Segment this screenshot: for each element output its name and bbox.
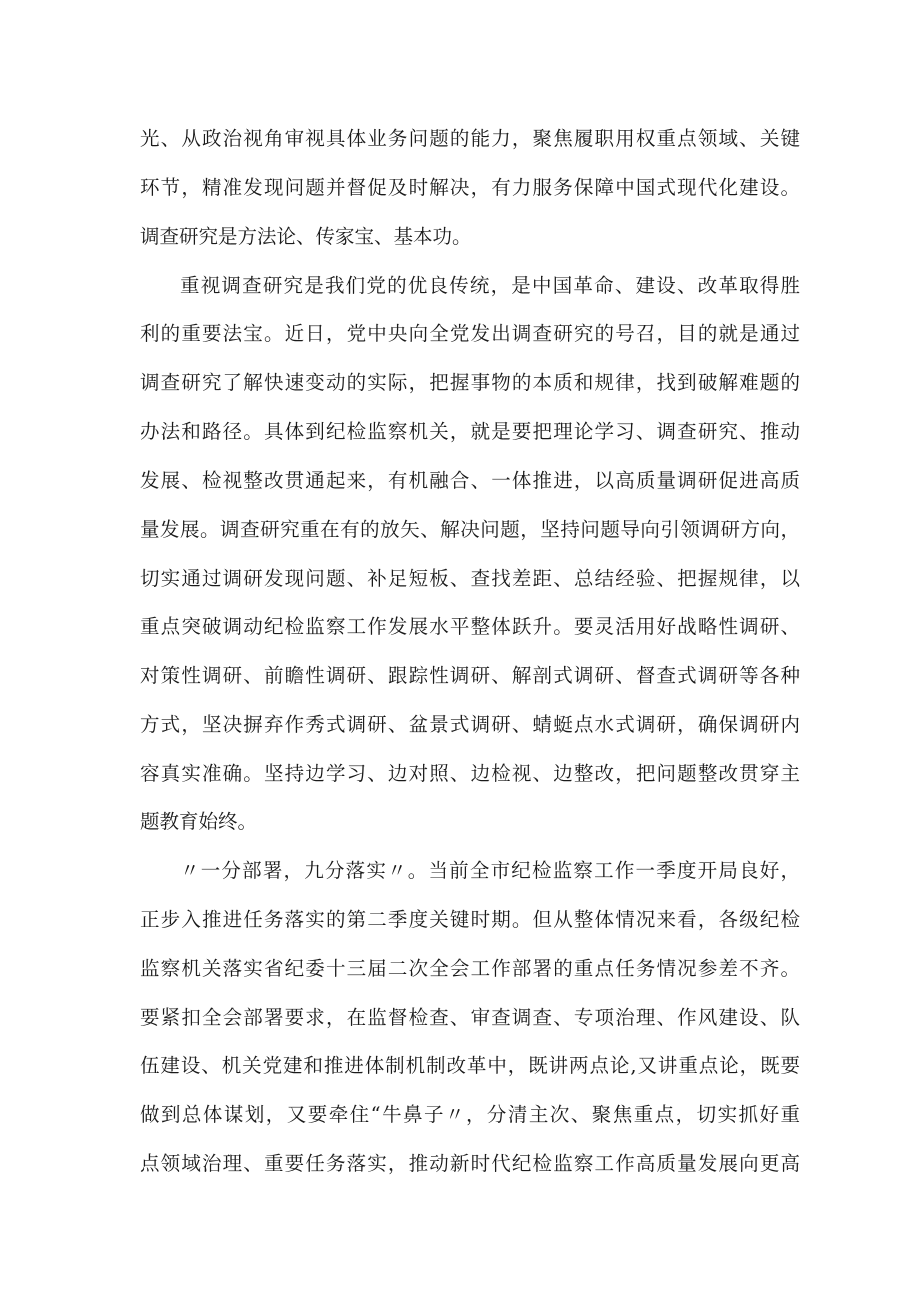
paragraph-line: 〃一分部署，九分落实〃。当前全市纪检监察工作一季度开局良好， <box>180 859 800 882</box>
paragraph-line: 正步入推进任务落实的第二季度关键时期。但从整体情况来看，各级纪检 <box>140 908 800 931</box>
paragraph-line: 发展、检视整改贯通起来，有机融合、一体推进，以高质量调研促进高质 <box>140 469 800 492</box>
paragraph-line: 对策性调研、前瞻性调研、跟踪性调研、解剖式调研、督查式调研等各种 <box>140 664 800 687</box>
paragraph-line: 光、从政治视角审视具体业务问题的能力，聚焦履职用权重点领域、关键 <box>140 127 800 150</box>
paragraph-line: 题教育始终。 <box>140 810 258 833</box>
paragraph-line: 要紧扣全会部署要求，在监督检查、审查调查、专项治理、作风建设、队 <box>140 1006 800 1029</box>
paragraph-line: 重视调查研究是我们党的优良传统，是中国革命、建设、改革取得胜 <box>180 274 800 297</box>
paragraph-line: 切实通过调研发现问题、补足短板、查找差距、总结经验、把握规律，以 <box>140 567 800 590</box>
paragraph-line: 监察机关落实省纪委十三届二次全会工作部署的重点任务情况参差不齐。 <box>140 957 800 980</box>
paragraph-line: 容真实准确。坚持边学习、边对照、边检视、边整改，把问题整改贯穿主 <box>140 762 800 785</box>
paragraph-line: 量发展。调查研究重在有的放矢、解决问题，坚持问题导向引领调研方向， <box>140 518 800 541</box>
paragraph-line: 重点突破调动纪检监察工作发展水平整体跃升。要灵活用好战略性调研、 <box>140 615 800 638</box>
paragraph-line: 伍建设、机关党建和推进体制机制改革中，既讲两点论,又讲重点论，既要 <box>140 1054 800 1077</box>
paragraph-line: 点领域治理、重要任务落实，推动新时代纪检监察工作高质量发展向更高 <box>140 1152 800 1175</box>
paragraph-line: 环节，精准发现问题并督促及时解决，有力服务保障中国式现代化建设。 <box>140 176 800 199</box>
paragraph-line: 办法和路径。具体到纪检监察机关，就是要把理论学习、调查研究、推动 <box>140 420 800 443</box>
paragraph-line: 做到总体谋划，又要牵住“牛鼻子〃，分清主次、聚焦重点，切实抓好重 <box>140 1103 800 1126</box>
paragraph-line: 调查研究是方法论、传家宝、基本功。 <box>140 225 472 248</box>
paragraph-line: 利的重要法宝。近日，党中央向全党发出调查研究的号召，目的就是通过 <box>140 322 800 345</box>
paragraph-line: 方式，坚决摒弃作秀式调研、盆景式调研、蜻蜓点水式调研，确保调研内 <box>140 713 800 736</box>
paragraph-line: 调查研究了解快速变动的实际，把握事物的本质和规律，找到破解难题的 <box>140 371 800 394</box>
